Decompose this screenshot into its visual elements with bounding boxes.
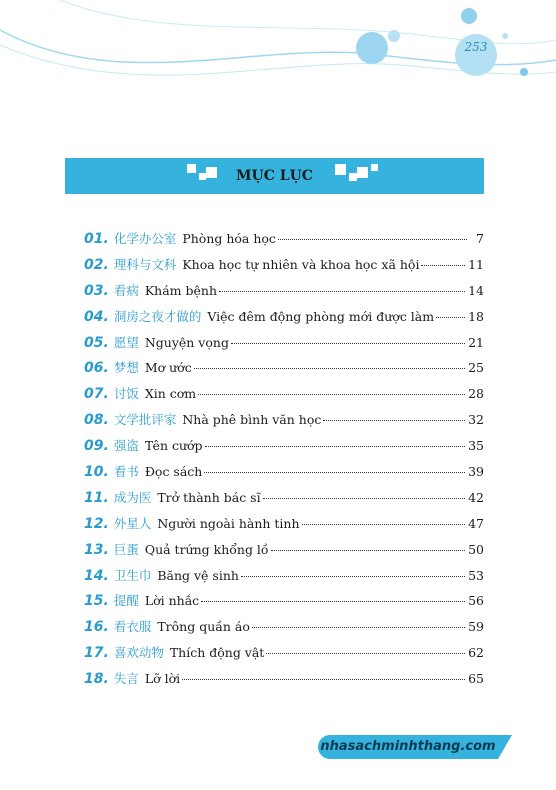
chinese-title: 化学办公室	[113, 231, 177, 246]
dot-leader	[201, 601, 465, 602]
chinese-title: 愿望	[113, 334, 139, 350]
vietnamese-title: Khám bệnh	[144, 282, 217, 298]
entry-number: 16.	[84, 619, 109, 636]
entry-number: 06.	[84, 360, 109, 377]
chinese-title: 喜欢动物	[113, 645, 164, 661]
page-ref: 14	[468, 282, 484, 298]
dot-leader	[323, 420, 465, 421]
vietnamese-title: Việc đêm động phòng mới được làm	[207, 308, 435, 324]
toc-entry[interactable]	[84, 488, 484, 514]
dot-leader	[266, 653, 465, 654]
toc-entry[interactable]	[84, 410, 484, 436]
vietnamese-title: Thích động vật	[169, 645, 265, 661]
page-ref: 7	[476, 231, 484, 246]
dot-leader	[241, 576, 465, 577]
dot-leader	[219, 291, 465, 292]
vietnamese-title: Phòng hóa học	[182, 231, 276, 246]
toc-entry[interactable]	[84, 514, 484, 540]
toc-entry[interactable]	[84, 229, 484, 255]
chinese-title: 梦想	[113, 360, 139, 376]
dot-leader	[204, 472, 465, 473]
chinese-title: 洞房之夜才做的	[113, 308, 202, 324]
chinese-title: 失言	[113, 671, 139, 687]
toc-header	[65, 158, 484, 194]
vietnamese-title: Mơ ước	[144, 360, 192, 376]
entry-number: 10.	[84, 464, 109, 481]
chinese-title: 巨蛋	[113, 541, 139, 557]
page-ref: 56	[468, 593, 484, 609]
page-ref: 53	[468, 567, 484, 583]
chinese-title: 讨饭	[113, 386, 139, 402]
entry-number: 13.	[84, 541, 109, 558]
dot-leader	[252, 627, 465, 628]
chinese-title: 强盗	[113, 438, 139, 454]
footer-banner	[318, 735, 498, 759]
entry-number: 11.	[84, 489, 109, 506]
vietnamese-title: Trở thành bác sĩ	[157, 489, 261, 505]
vietnamese-title: Khoa học tự nhiên và khoa học xã hội	[182, 256, 420, 272]
page-ref: 59	[468, 619, 484, 635]
toc-entry[interactable]	[84, 281, 484, 307]
page-ref: 28	[468, 386, 484, 402]
page-ref: 25	[468, 360, 484, 376]
entry-number: 03.	[84, 282, 109, 299]
chinese-title: 卫生巾	[113, 567, 152, 583]
vietnamese-title: Tên cướp	[144, 438, 203, 454]
toc-entry[interactable]	[84, 669, 484, 695]
dot-leader	[198, 394, 465, 395]
chinese-title: 成为医	[113, 489, 152, 505]
entry-number: 02.	[84, 256, 109, 273]
entry-number: 08.	[84, 412, 109, 429]
toc-entry[interactable]	[84, 333, 484, 359]
vietnamese-title: Trông quần áo	[157, 619, 250, 635]
dot-leader	[231, 343, 465, 344]
entry-number: 04.	[84, 308, 109, 325]
toc-entry[interactable]	[84, 358, 484, 384]
toc-entry[interactable]	[84, 566, 484, 592]
entry-number: 17.	[84, 645, 109, 662]
chinese-title: 理科与文科	[113, 256, 177, 272]
entry-number: 01.	[84, 231, 109, 247]
toc-entry[interactable]	[84, 643, 484, 669]
page-ref: 39	[468, 464, 484, 480]
entry-number: 09.	[84, 438, 109, 455]
page-ref: 32	[468, 412, 484, 428]
page-ref: 21	[468, 334, 484, 350]
website-label: nhasachminhthang.com	[320, 739, 496, 754]
entry-number: 07.	[84, 386, 109, 403]
vietnamese-title: Nguyện vọng	[144, 334, 229, 350]
entry-number: 12.	[84, 515, 109, 532]
entry-number: 14.	[84, 567, 109, 584]
chinese-title: 文学批评家	[113, 412, 177, 428]
vietnamese-title: Nhà phê bình văn học	[182, 412, 322, 428]
table-of-contents	[84, 229, 484, 695]
page-ref: 11	[468, 256, 484, 272]
dot-leader	[421, 265, 465, 266]
vietnamese-title: Quả trứng khổng lồ	[144, 541, 269, 557]
dot-leader	[263, 498, 466, 499]
toc-entry[interactable]	[84, 591, 484, 617]
vietnamese-title: Lời nhắc	[144, 593, 200, 609]
vietnamese-title: Lỡ lời	[144, 671, 181, 687]
page-ref: 65	[468, 671, 484, 687]
page-number: 253	[464, 40, 488, 54]
dot-leader	[205, 446, 466, 447]
chinese-title: 外星人	[113, 515, 152, 531]
entry-number: 05.	[84, 334, 109, 351]
dot-leader	[182, 679, 465, 680]
vietnamese-title: Băng vệ sinh	[157, 567, 239, 583]
page-ref: 18	[468, 308, 484, 324]
vietnamese-title: Người ngoài hành tinh	[157, 515, 300, 531]
toc-entry[interactable]	[84, 436, 484, 462]
page-ref: 62	[468, 645, 484, 661]
dot-leader	[436, 317, 465, 318]
dot-leader	[278, 239, 467, 240]
dot-leader	[194, 368, 465, 369]
vietnamese-title: Xin cơm	[144, 386, 197, 402]
header-decoration	[0, 0, 556, 110]
page-title: MỤC LỤC	[236, 168, 313, 184]
vietnamese-title: Đọc sách	[144, 464, 203, 480]
toc-entry[interactable]	[84, 307, 484, 333]
chinese-title: 看衣服	[113, 619, 152, 635]
chinese-title: 提醒	[113, 593, 139, 609]
dot-leader	[302, 524, 466, 525]
page-ref: 42	[468, 489, 484, 505]
toc-entry[interactable]	[84, 617, 484, 643]
entry-number: 15.	[84, 593, 109, 610]
page-ref: 35	[468, 438, 484, 454]
chinese-title: 看书	[113, 464, 139, 480]
dot-leader	[271, 550, 466, 551]
toc-entry[interactable]	[84, 384, 484, 410]
toc-entry[interactable]	[84, 462, 484, 488]
page-ref: 50	[468, 541, 484, 557]
chinese-title: 看病	[113, 282, 139, 298]
toc-entry[interactable]	[84, 540, 484, 566]
page-ref: 47	[468, 515, 484, 531]
entry-number: 18.	[84, 671, 109, 688]
toc-entry[interactable]	[84, 255, 484, 281]
